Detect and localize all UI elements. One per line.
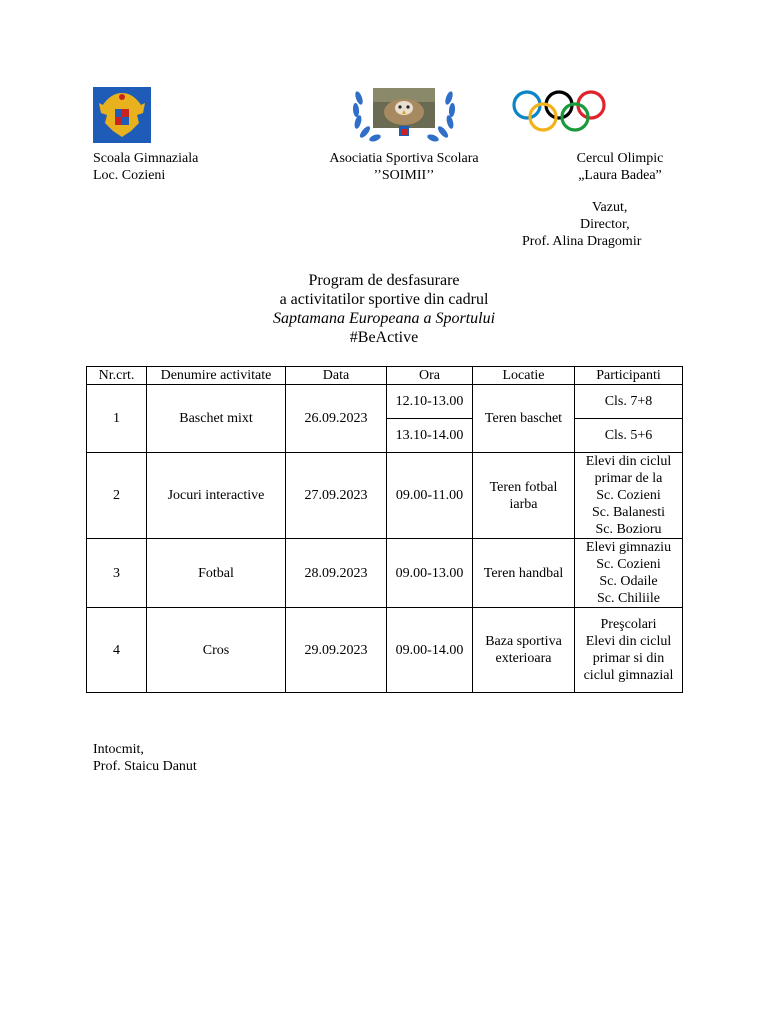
cell-activity: Jocuri interactive <box>147 453 286 539</box>
header-location: Locatie <box>473 367 575 385</box>
table-row <box>87 539 683 608</box>
table-row <box>87 385 683 419</box>
header-activity: Denumire activitate <box>147 367 286 385</box>
table-row <box>87 608 683 693</box>
title-line-2: a activitatilor sportive din cadrul <box>279 291 489 308</box>
cell-time: 09.00-13.00 <box>387 539 473 608</box>
participant-line: Sc. Chiliile <box>597 591 660 606</box>
cell-date: 29.09.2023 <box>286 608 387 693</box>
cell-location: Teren handbal <box>473 539 575 608</box>
participant-line: Sc. Cozieni <box>596 488 661 503</box>
cell-location: Teren baschet <box>473 385 575 453</box>
association-club: ’’SOIMII’’ <box>373 168 435 183</box>
table-header-row <box>87 367 683 385</box>
participant-line: Sc. Odaile <box>599 574 658 589</box>
romania-coat-of-arms-logo <box>93 87 151 143</box>
association-name: Asociatia Sportiva Scolara <box>329 151 479 166</box>
cell-time: 09.00-14.00 <box>387 608 473 693</box>
director-approval <box>470 199 660 250</box>
approval-name: Prof. Alina Dragomir <box>522 234 642 249</box>
header-participants: Participanti <box>575 367 683 385</box>
cell-activity: Cros <box>147 608 286 693</box>
participant-line: Elevi din ciclul primar de la <box>585 454 672 486</box>
cell-participants: Cls. 5+6 <box>575 419 683 453</box>
soimii-falcon-logo <box>349 86 459 144</box>
cell-date: 27.09.2023 <box>286 453 387 539</box>
cell-participants: Cls. 7+8 <box>575 385 683 419</box>
title-hashtag: #BeActive <box>349 329 419 346</box>
cell-time: 12.10-13.00 <box>387 385 473 419</box>
olympic-rings-logo <box>511 90 607 132</box>
olympic-circle-header <box>540 150 700 184</box>
school-header <box>93 150 293 184</box>
header-date: Data <box>286 367 387 385</box>
school-locality: Loc. Cozieni <box>93 168 166 183</box>
cell-time: 13.10-14.00 <box>387 419 473 453</box>
participant-line: Sc. Cozieni <box>596 557 661 572</box>
header-time: Ora <box>387 367 473 385</box>
cell-nr: 2 <box>87 453 147 539</box>
participant-line: Elevi gimnaziu <box>585 540 672 555</box>
cell-participants <box>575 608 683 693</box>
title-line-1: Program de desfasurare <box>308 272 460 289</box>
cell-participants <box>575 453 683 539</box>
prepared-by-label: Intocmit, <box>93 742 144 757</box>
cell-location: Baza sportiva exterioara <box>473 608 575 693</box>
cell-location: Teren fotbal iarba <box>473 453 575 539</box>
cell-activity: Baschet mixt <box>147 385 286 453</box>
cell-time: 09.00-11.00 <box>387 453 473 539</box>
cell-date: 28.09.2023 <box>286 539 387 608</box>
olympic-circle-patron: „Laura Badea” <box>578 168 662 183</box>
header-nr: Nr.crt. <box>87 367 147 385</box>
document-title <box>184 271 584 347</box>
title-line-3: Saptamana Europeana a Sportului <box>272 310 496 327</box>
activities-schedule-table <box>86 366 683 693</box>
participant-line: Sc. Balanesti <box>591 505 666 520</box>
cell-activity: Fotbal <box>147 539 286 608</box>
cell-nr: 3 <box>87 539 147 608</box>
cell-nr: 1 <box>87 385 147 453</box>
participant-line: Preşcolari <box>600 617 657 632</box>
approval-seen: Vazut, <box>592 200 628 215</box>
cell-participants <box>575 539 683 608</box>
school-name: Scoala Gimnaziala <box>93 151 199 166</box>
approval-role: Director, <box>580 217 630 232</box>
prepared-by-name: Prof. Staicu Danut <box>93 759 197 774</box>
cell-nr: 4 <box>87 608 147 693</box>
participant-line: Sc. Bozioru <box>595 522 662 537</box>
association-header <box>306 150 502 184</box>
prepared-by <box>93 741 313 775</box>
olympic-circle-name: Cercul Olimpic <box>576 151 664 166</box>
participant-line: Elevi din ciclul primar si din ciclul gimnazial <box>583 634 674 683</box>
table-row <box>87 453 683 539</box>
cell-date: 26.09.2023 <box>286 385 387 453</box>
